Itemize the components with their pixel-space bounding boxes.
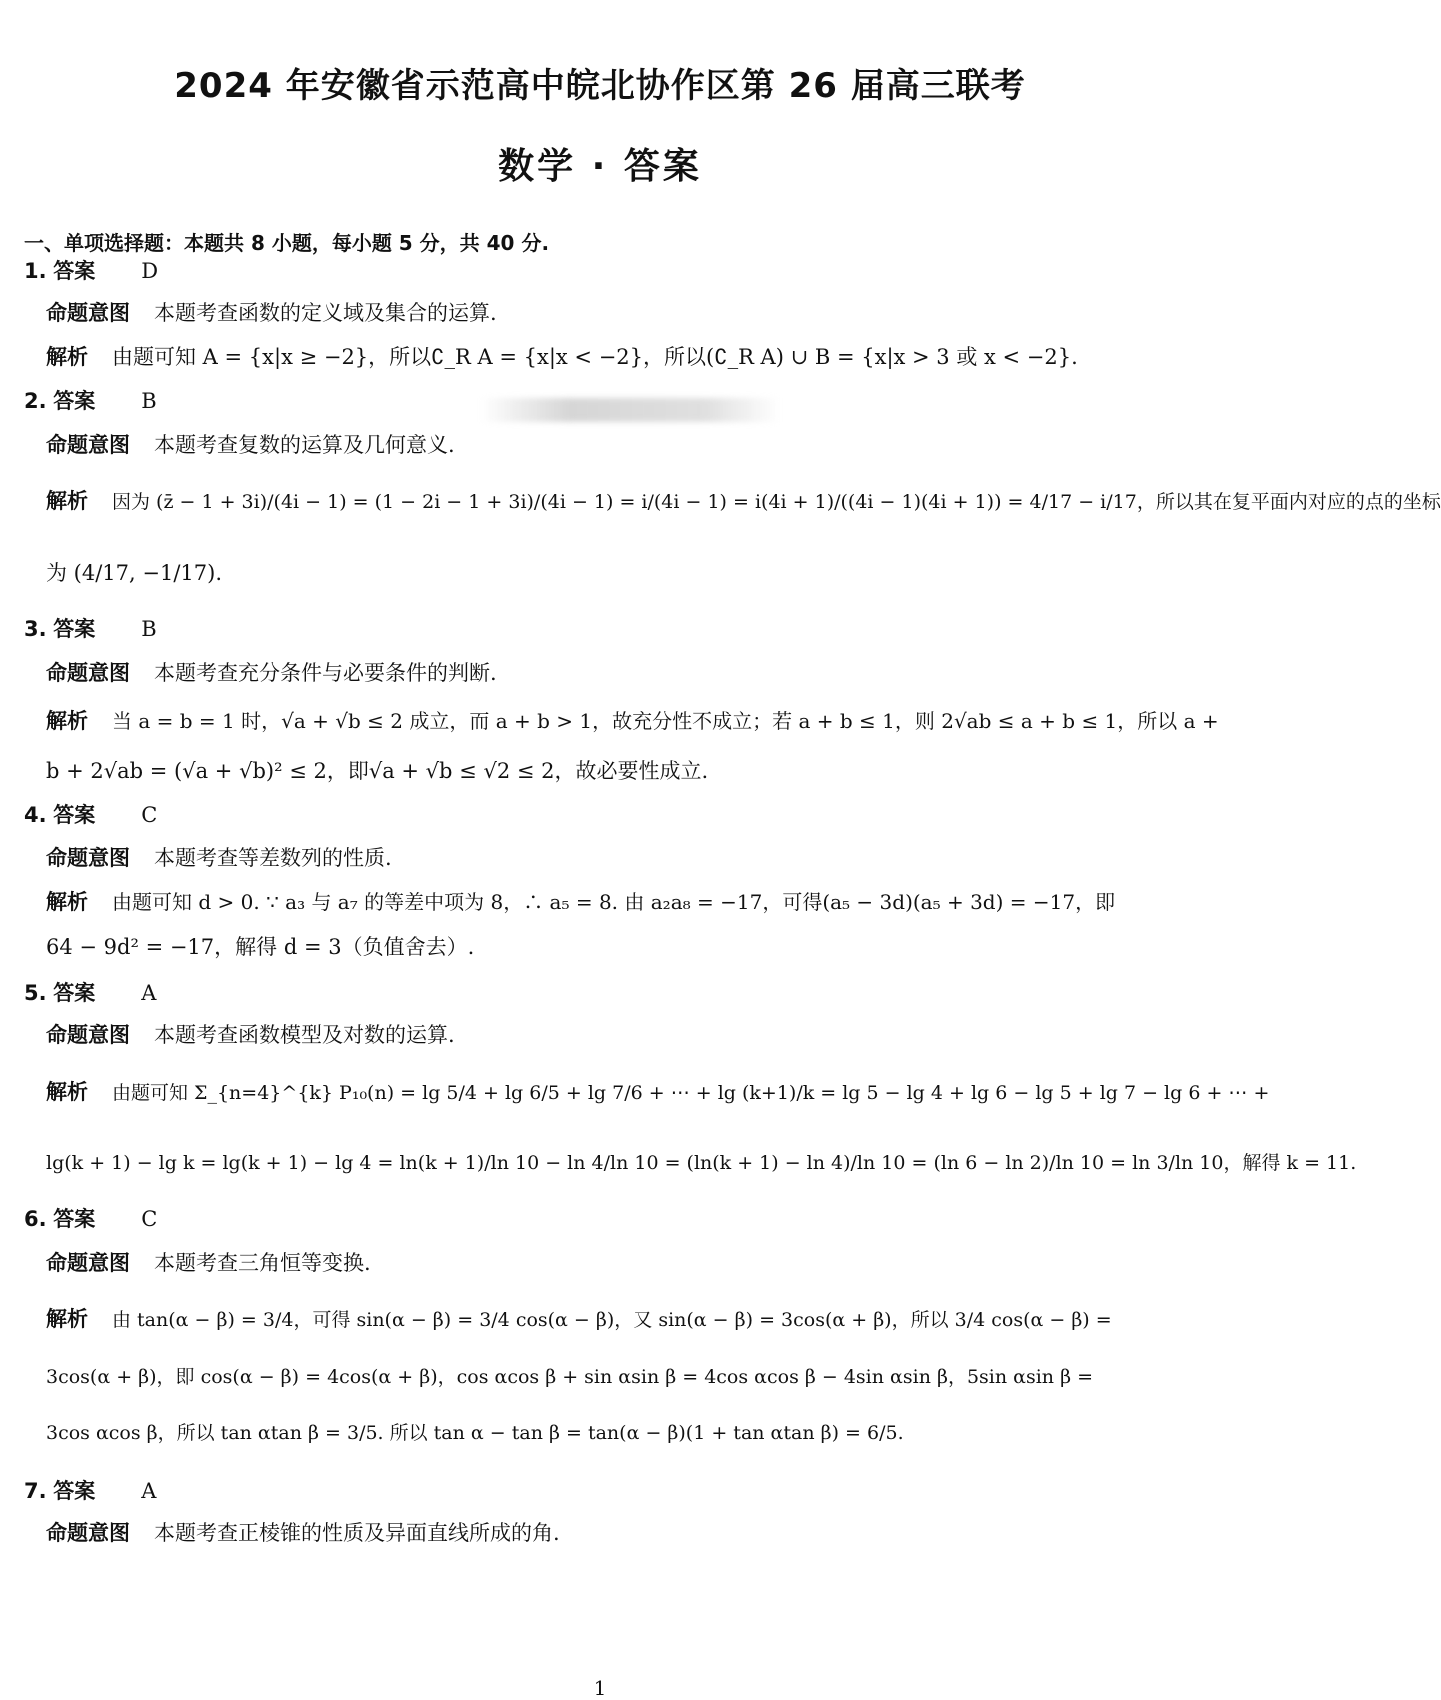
analysis-label: 解析	[46, 345, 88, 369]
intent-text: 本题考查等差数列的性质.	[154, 846, 392, 870]
question-6-answer-row	[24, 1204, 157, 1234]
question-4-analysis	[46, 887, 1115, 917]
intent-label: 命题意图	[46, 1023, 130, 1047]
question-7-intent	[46, 1518, 560, 1548]
question-number: 1.	[24, 259, 47, 283]
document-title: 2024 年安徽省示范高中皖北协作区第 26 届高三联考	[174, 66, 1026, 106]
answer-value: B	[141, 389, 157, 413]
analysis-text: 由题可知 A = {x|x ≥ −2}，所以∁_R A = {x|x < −2}，所以(∁_R A) ∪ B = {x|x > 3 或 x < −2}.	[112, 345, 1078, 369]
page-number: 1	[593, 1676, 607, 1700]
intent-label: 命题意图	[46, 846, 130, 870]
answer-value: C	[141, 803, 158, 827]
question-2-analysis	[46, 486, 1441, 517]
intent-label: 命题意图	[46, 433, 130, 457]
question-5-analysis	[46, 1077, 1269, 1108]
question-number: 7.	[24, 1479, 47, 1503]
question-number: 4.	[24, 803, 47, 827]
answer-label: 答案	[53, 259, 96, 283]
answer-label: 答案	[53, 617, 96, 641]
question-5-intent	[46, 1020, 455, 1050]
intent-label: 命题意图	[46, 301, 130, 325]
intent-text: 本题考查充分条件与必要条件的判断.	[154, 661, 497, 685]
scan-smudge	[480, 398, 780, 422]
question-3-answer-row	[24, 614, 157, 644]
analysis-text: 由题可知 Σ_{n=4}^{k} P₁₀(n) = lg 5/4 + lg 6/5 + lg 7/6 + ⋯ + lg (k+1)/k = lg 5 − lg 4 + lg 6 − lg 5 + lg 7 − lg 6 + ⋯ +	[112, 1082, 1270, 1104]
question-6-analysis	[46, 1304, 1112, 1335]
question-3-analysis	[46, 706, 1219, 736]
analysis-label: 解析	[46, 1307, 88, 1331]
answer-label: 答案	[53, 803, 96, 827]
answer-value: D	[141, 259, 159, 283]
question-7-answer-row	[24, 1476, 156, 1506]
question-number: 6.	[24, 1207, 47, 1231]
document-subtitle: 数学 · 答案	[498, 146, 702, 187]
question-6-analysis-continued: 3cos(α + β)，即 cos(α − β) = 4cos(α + β)，cos αcos β + sin αsin β = 4cos αcos β − 4sin αsin β，5sin αsin β =	[46, 1366, 1094, 1388]
question-6-intent	[46, 1248, 371, 1278]
intent-label: 命题意图	[46, 661, 130, 685]
question-2-analysis-continued: 为 (4/17, −1/17).	[46, 561, 222, 585]
question-5-answer-row	[24, 978, 156, 1008]
answer-label: 答案	[53, 389, 96, 413]
question-5-analysis-continued: lg(k + 1) − lg k = lg(k + 1) − lg 4 = ln(k + 1)/ln 10 − ln 4/ln 10 = (ln(k + 1) − ln 4)/ln 10 = (ln 6 − ln 2)/ln 10 = ln 3/ln 10，解得 k = 11.	[46, 1152, 1357, 1174]
intent-label: 命题意图	[46, 1521, 130, 1545]
intent-text: 本题考查函数模型及对数的运算.	[154, 1023, 455, 1047]
intent-text: 本题考查函数的定义域及集合的运算.	[154, 301, 497, 325]
question-number: 2.	[24, 389, 47, 413]
intent-text: 本题考查正棱锥的性质及异面直线所成的角.	[154, 1521, 560, 1545]
question-3-intent	[46, 658, 497, 688]
analysis-text: 由 tan(α − β) = 3/4，可得 sin(α − β) = 3/4 cos(α − β)，又 sin(α − β) = 3cos(α + β)，所以 3/4 cos(α − β) =	[112, 1309, 1112, 1331]
analysis-text: 当 a = b = 1 时，√a + √b ≤ 2 成立，而 a + b > 1，故充分性不成立；若 a + b ≤ 1，则 2√ab ≤ a + b ≤ 1，所以 a +	[112, 709, 1219, 733]
question-1-answer-row	[24, 256, 158, 286]
answer-value: A	[141, 1479, 157, 1503]
answer-label: 答案	[53, 1479, 96, 1503]
question-4-intent	[46, 843, 392, 873]
answer-value: C	[141, 1207, 158, 1231]
answer-value: A	[141, 981, 157, 1005]
question-number: 5.	[24, 981, 47, 1005]
analysis-label: 解析	[46, 489, 88, 513]
question-2-intent	[46, 430, 455, 460]
answer-label: 答案	[53, 981, 96, 1005]
answer-value: B	[141, 617, 157, 641]
question-3-analysis-continued: b + 2√ab = (√a + √b)² ≤ 2，即√a + √b ≤ √2 ≤ 2，故必要性成立.	[46, 759, 709, 783]
question-number: 3.	[24, 617, 47, 641]
question-4-analysis-continued: 64 − 9d² = −17，解得 d = 3（负值舍去）.	[46, 935, 475, 959]
question-1-analysis	[46, 342, 1078, 372]
analysis-label: 解析	[46, 709, 88, 733]
question-1-intent	[46, 298, 497, 328]
question-6-analysis-continued-2: 3cos αcos β，所以 tan αtan β = 3/5. 所以 tan α − tan β = tan(α − β)(1 + tan αtan β) = 6/5.	[46, 1422, 904, 1444]
question-4-answer-row	[24, 800, 157, 830]
answer-label: 答案	[53, 1207, 96, 1231]
intent-text: 本题考查复数的运算及几何意义.	[154, 433, 455, 457]
analysis-text: 由题可知 d > 0. ∵ a₃ 与 a₇ 的等差中项为 8，∴ a₅ = 8. 由 a₂a₈ = −17，可得(a₅ − 3d)(a₅ + 3d) = −17，即	[112, 890, 1116, 914]
analysis-label: 解析	[46, 890, 88, 914]
section-heading: 一、单项选择题：本题共 8 小题，每小题 5 分，共 40 分.	[24, 231, 550, 255]
analysis-text: 因为 (z̄ − 1 + 3i)/(4i − 1) = (1 − 2i − 1 + 3i)/(4i − 1) = i/(4i − 1) = i(4i + 1)/((4i − 1)(4i + 1)) = 4/17 − i/17，所以其在复平面内对应的点的坐标	[112, 491, 1441, 513]
analysis-label: 解析	[46, 1080, 88, 1104]
intent-label: 命题意图	[46, 1251, 130, 1275]
intent-text: 本题考查三角恒等变换.	[154, 1251, 371, 1275]
question-2-answer-row	[24, 386, 157, 416]
